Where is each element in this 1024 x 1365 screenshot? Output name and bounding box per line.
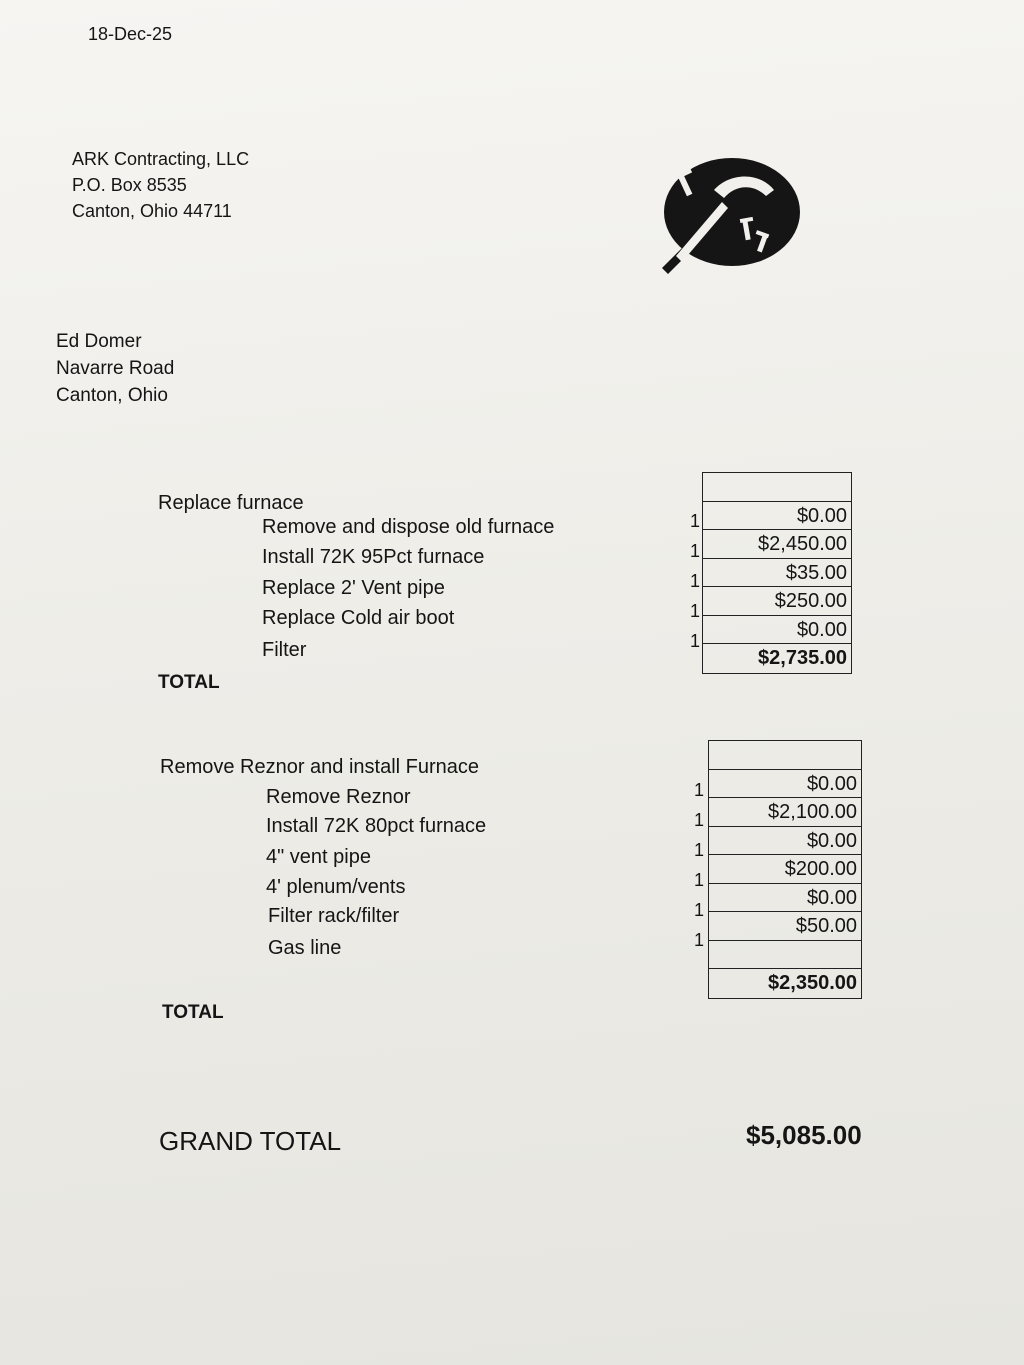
invoice-date: 18-Dec-25 [88,24,173,44]
hammer-wrench-tools-logo-icon [652,150,802,278]
section1-item-desc: Replace 2' Vent pipe [262,577,445,599]
section2-item-desc: 4' plenum/vents [266,876,406,898]
section2-item-qty: 1 [693,810,704,830]
section2-item-cost: $0.00 [709,884,861,913]
section2-item-desc: 4" vent pipe [266,846,371,868]
client-street: Navarre Road [56,358,175,379]
section1-item-cost: $35.00 [703,559,851,588]
section2-item-qty: 1 [693,780,704,800]
section2-item-desc: Install 72K 80pct furnace [266,815,487,837]
section2-item-desc: Filter rack/filter [268,905,400,927]
section2-item-cost: $200.00 [709,855,861,884]
cost-header-cell [709,741,861,770]
section2-item-qty: 1 [693,870,704,890]
section2-item-qty: 1 [693,840,704,860]
section2-item-qty: 1 [693,930,704,950]
client-block [56,328,174,409]
section2-item-cost: $2,100.00 [709,798,861,827]
section1-item-qty: 1 [689,631,700,651]
company-address-line2: Canton, Ohio 44711 [72,201,232,221]
section1-total-value: $2,735.00 [758,647,847,669]
section2-item-desc: Gas line [268,937,342,959]
section1-item-cost: $250.00 [703,587,851,616]
company-address-line1: P.O. Box 8535 [72,175,187,195]
section1-item-qty: 1 [689,541,700,561]
section1-item-qty: 1 [689,511,700,531]
section1-title: Replace furnace [158,492,304,514]
cost-header-cell [703,473,851,502]
section1-item-desc: Replace Cold air boot [262,607,455,629]
client-name: Ed Domer [56,331,142,352]
section1-item-desc: Install 72K 95Pct furnace [262,546,485,568]
section1-item-desc: Filter [262,639,307,661]
section2-cost-table [708,740,862,999]
section2-item-qty: 1 [693,900,704,920]
grand-total-label: GRAND TOTAL [159,1126,342,1156]
section2-item-cost: $50.00 [709,912,861,941]
section1-item-qty: 1 [689,601,700,621]
section1-item-cost: $0.00 [703,502,851,531]
client-city: Canton, Ohio [56,385,168,406]
grand-total-value: $5,085.00 [746,1120,862,1150]
section1-item-qty: 1 [689,571,700,591]
company-name: ARK Contracting, LLC [72,149,250,169]
section2-item-desc: Remove Reznor [266,786,411,808]
section2-total-label: TOTAL [162,1002,224,1023]
section2-item-cost: $0.00 [709,827,861,856]
section2-title: Remove Reznor and install Furnace [160,756,480,778]
section1-item-desc: Remove and dispose old furnace [262,516,555,538]
section1-item-cost: $0.00 [703,616,851,645]
section1-cost-table [702,472,852,674]
section1-item-cost: $2,450.00 [703,530,851,559]
section1-qty-column [686,506,700,656]
company-block [72,146,249,224]
section1-total-label: TOTAL [158,672,220,693]
section2-qty-column [690,775,704,955]
section2-item-cost: $0.00 [709,770,861,799]
cost-empty-cell [709,941,861,970]
section2-total-value: $2,350.00 [768,972,857,994]
